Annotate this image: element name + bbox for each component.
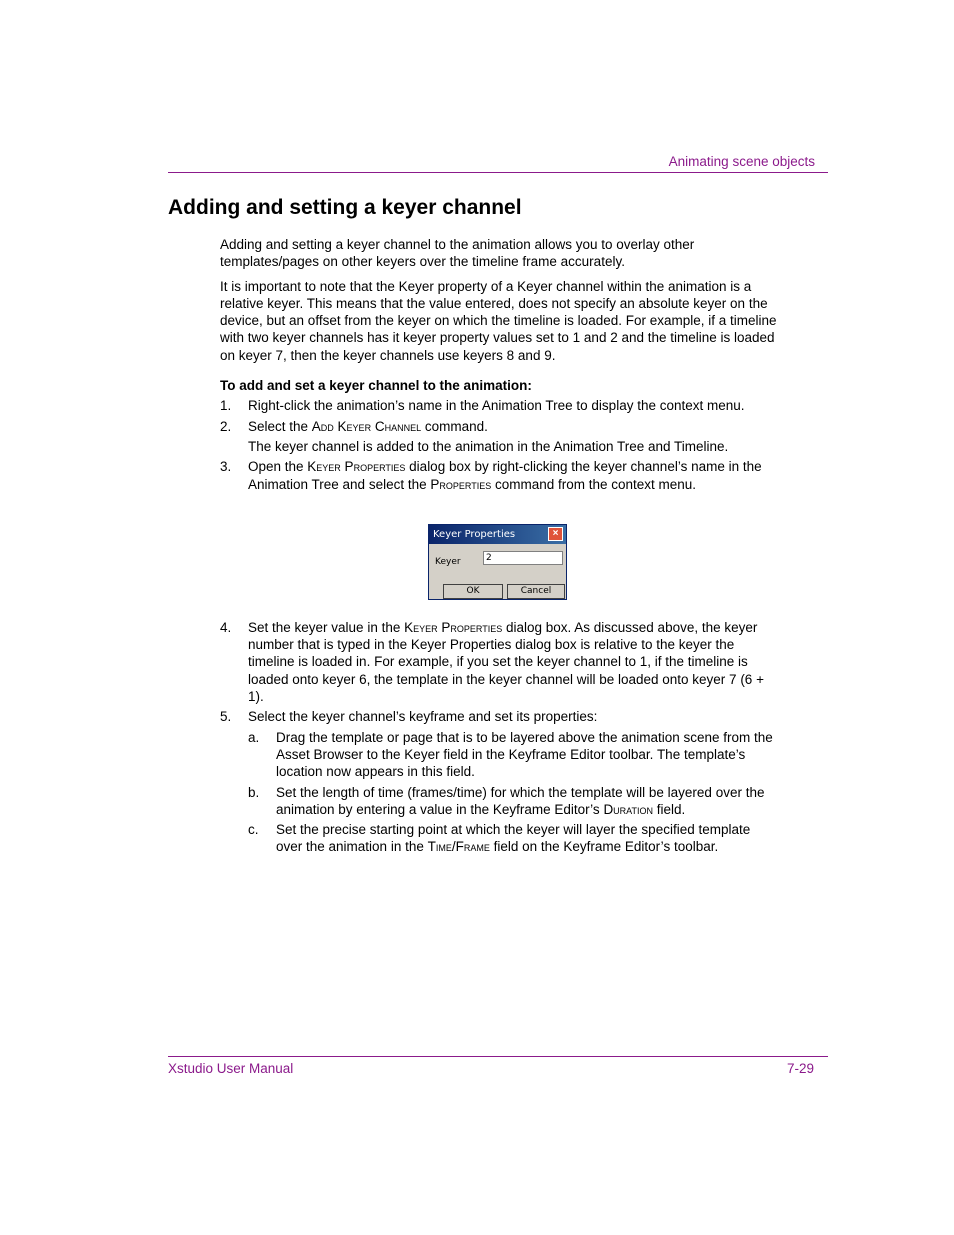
step-2-note: The keyer channel is added to the animation in the Animation Tree and Timeline.: [248, 438, 729, 454]
substep-letter: c.: [248, 822, 259, 838]
step-1: [220, 397, 780, 414]
footer-rule: [168, 1056, 828, 1057]
procedure-heading: To add and set a keyer channel to the animation:: [220, 378, 532, 394]
substep-text: Drag the template or page that is to be layered above the animation scene from the Asset Browser to the Keyer field in the Keyframe Editor toolbar. The template’s location now appears in this field.: [276, 729, 773, 780]
step-text: Select the keyer channel’s keyframe and set its properties:: [248, 709, 598, 725]
step-text: Set the keyer value in the Keyer Properties dialog box. As discussed above, the keyer number that is typed in the Keyer Properties dialog box is relative to the keyer the timeline is loaded in. For example, if you set the keyer channel to 1, if the timeline is loaded onto keyer 6, the template in the keyer channel will be loaded onto keyer 7 (6 + 1).: [248, 619, 764, 705]
step-text: Select the Add Keyer Channel command.: [248, 418, 488, 434]
substep-letter: a.: [248, 729, 260, 745]
command-name: Keyer Properties: [307, 459, 406, 475]
command-name: Duration: [603, 801, 654, 817]
substep-b: [248, 784, 780, 819]
body-content: [220, 236, 780, 859]
ok-button[interactable]: OK: [443, 584, 503, 599]
close-icon[interactable]: ×: [548, 527, 563, 541]
dialog-title: Keyer Properties: [429, 525, 566, 544]
substep-text: Set the precise starting point at which the keyer will layer the specified template over the animation in the Time/Frame field on the Keyframe Editor’s toolbar.: [276, 822, 751, 855]
step-number: 2.: [220, 418, 232, 434]
step-number: 3.: [220, 459, 232, 475]
step-number: 5.: [220, 709, 232, 725]
step-text: Right-click the animation’s name in the Animation Tree to display the context menu.: [248, 398, 745, 414]
running-header: Animating scene objects: [668, 154, 815, 169]
step-3: [220, 458, 780, 493]
intro-paragraph-1: Adding and setting a keyer channel to the animation allows you to overlay other templates/pages on other keyers over the timeline frame accurately.: [220, 237, 695, 270]
page-title: Adding and setting a keyer channel: [168, 196, 522, 219]
substep-a: [248, 729, 780, 781]
substep-letter: b.: [248, 784, 260, 800]
command-name: Keyer Properties: [404, 619, 503, 635]
page-number: 7-29: [786, 1061, 814, 1076]
step-2: [220, 418, 780, 435]
step-text: Open the Keyer Properties dialog box by right-clicking the keyer channel’s name in the Animation Tree and select the Properties command from the context menu.: [248, 459, 762, 492]
step-number: 4.: [220, 619, 232, 635]
footer-manual-title: Xstudio User Manual: [168, 1061, 294, 1076]
command-name: Time/Frame: [427, 839, 490, 855]
command-name: Add Keyer Channel: [311, 418, 422, 434]
keyer-properties-dialog-figure: [428, 524, 567, 600]
keyer-input[interactable]: 2: [483, 551, 563, 565]
keyer-label: Keyer: [435, 556, 461, 567]
intro-paragraph-2: It is important to note that the Keyer property of a Keyer channel within the animation is a relative keyer. This means that the value entered, does not specify an absolute keyer on the device, but an offset from the keyer on which the timeline is loaded. For example, if a timeline with two keyer channels has it keyer property values set to 1 and 2 and the timeline is loaded on keyer 7, then the keyer channels use keyers 8 and 9.: [220, 278, 777, 363]
cancel-button[interactable]: Cancel: [507, 584, 565, 599]
substep-text: Set the length of time (frames/time) for which the template will be layered over the animation by entering a value in the Keyframe Editor’s Duration field.: [276, 784, 765, 817]
step-number: 1.: [220, 398, 232, 414]
substep-c: [248, 821, 780, 856]
header-rule: [168, 172, 828, 173]
command-name: Properties: [430, 476, 492, 492]
step-4: [220, 619, 780, 705]
step-5: [220, 708, 780, 725]
